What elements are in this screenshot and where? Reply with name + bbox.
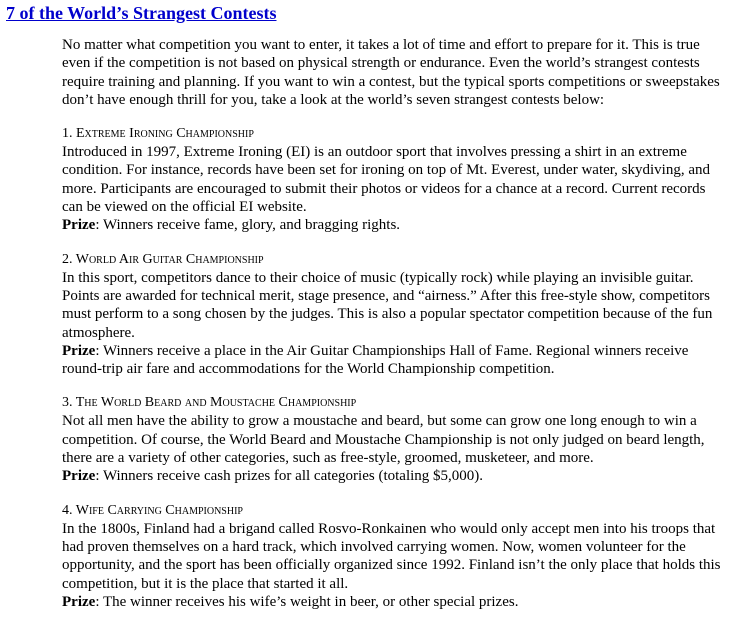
prize-text: : The winner receives his wife’s weight in beer, or other special prizes. (95, 593, 519, 610)
prize-label: Prize (62, 468, 96, 485)
section-wife-carrying (62, 502, 722, 611)
prize-label: Prize (62, 593, 96, 610)
section-body: In the 1800s, Finland had a brigand called Rosvo-Ronkainen who would only accept men into his troops that had proven themselves on a hard track, which involved carrying women. Now, women volunteer for the opportunity, and the sport has been officially organized since 1992. Finland isn’t the only place that holds this competition, but it is the place that started it all. (62, 520, 721, 592)
prize-text: : Winners receive a place in the Air Guitar Championships Hall of Fame. Regional winners receive round-trip air fare and accommodations for the World Championship competition. (62, 342, 689, 378)
prize-text: : Winners receive cash prizes for all categories (totaling $5,000). (95, 468, 484, 485)
prize-text: : Winners receive fame, glory, and bragging rights. (95, 217, 401, 234)
section-heading: 2. World Air Guitar Championship (62, 251, 264, 267)
section-heading: 3. The World Beard and Moustache Championship (62, 395, 357, 411)
prize-line (62, 467, 722, 485)
section-body: In this sport, competitors dance to their choice of music (typically rock) while playing an invisible guitar. Points are awarded for technical merit, stage presence, and “airness.” After this free-style show, competitors must perform to a song chosen by the judges. This is also a popular spectator competition because of the fun atmosphere. (62, 269, 713, 341)
section-beard-moustache (62, 394, 722, 485)
article-content (62, 36, 722, 627)
section-extreme-ironing (62, 125, 722, 234)
prize-line (62, 342, 722, 379)
section-heading: 1. Extreme Ironing Championship (62, 126, 254, 142)
prize-label: Prize (62, 217, 96, 234)
section-air-guitar (62, 251, 722, 379)
prize-label: Prize (62, 342, 96, 359)
prize-line (62, 216, 722, 234)
intro-paragraph: No matter what competition you want to enter, it takes a lot of time and effort to prepare for it. This is true even if the competition is not based on physical strength or endurance. Even the world’s strangest contests require training and planning. If you want to win a contest, but the typical sports competitions or sweepstakes don’t have enough thrill for you, take a look at the world’s seven strangest contests below: (62, 37, 720, 108)
section-heading: 4. Wife Carrying Championship (62, 502, 243, 518)
section-body: Introduced in 1997, Extreme Ironing (EI) is an outdoor sport that involves pressing a shirt in an extreme condition. For instance, records have been set for ironing on top of Mt. Everest, under water, skydiving, and more. Participants are encouraged to submit their photos or videos for a chance at a record. Current records can be viewed on the official EI website. (62, 144, 710, 216)
section-body: Not all men have the ability to grow a moustache and beard, but some can grow one long enough to win a competition. Of course, the World Beard and Moustache Championship is not only judged on beard length, there are a variety of other categories, such as free-style, groomed, musketeer, and more. (62, 413, 705, 467)
prize-line (62, 593, 722, 611)
article-title-link[interactable]: 7 of the World’s Strangest Contests (6, 3, 277, 23)
